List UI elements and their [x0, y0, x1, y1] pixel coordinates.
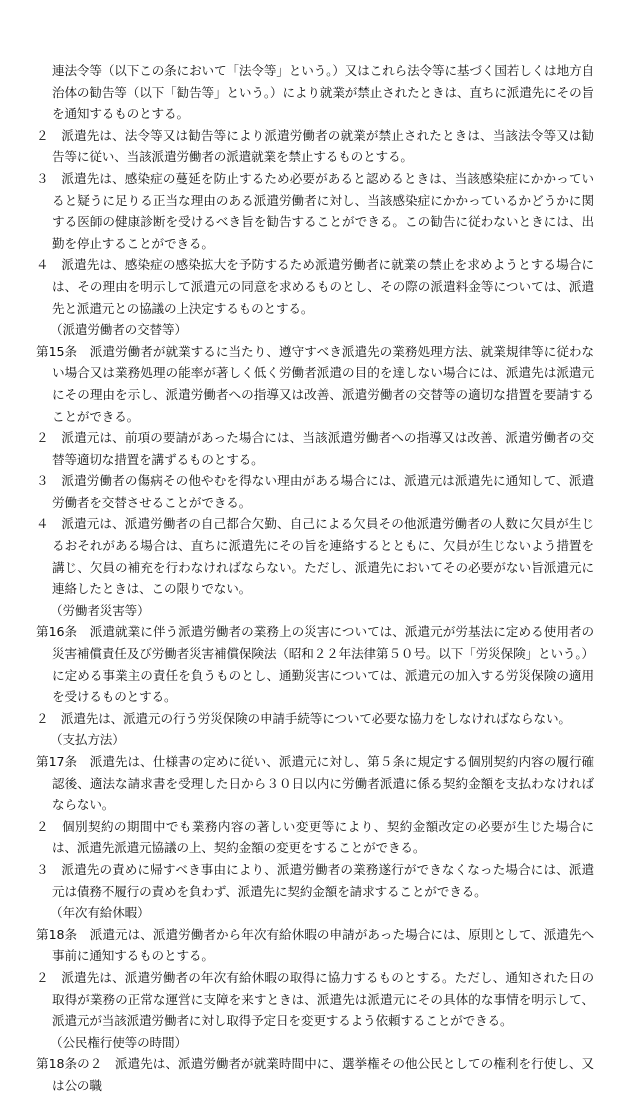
numbered-clause: ３ 派遣先は、感染症の蔓延を防止するため必要があると認めるときは、当該感染症にかかっていると疑うに足りる正当な理由のある派遣労働者に対し、当該感染症にかかっているかどうかに関する医師の健康診断を受けるべき旨を勧告することができる。この勧告に従わないときには、出勤を停止することができる。	[36, 170, 594, 251]
article-paragraph: 第16条 派遣就業に伴う派遣労働者の業務上の災害については、派遣元が労基法に定める使用者の災害補償責任及び労働者災害補償保険法（昭和２２年法律第５０号。以下「労災保険」という。）に定める事業主の責任を負うものとし、通勤災害については、派遣元の加入する労災保険の適用を受けるものとする。	[36, 624, 594, 705]
article-caption: （公民権行使等の時間）	[50, 1034, 187, 1050]
numbered-clause: ２ 個別契約の期間中でも業務内容の著しい変更等により、契約金額改定の必要が生じた場合には、派遣先派遣元協議の上、契約金額の変更をすることができる。	[36, 818, 594, 856]
article-caption: （労働者災害等）	[50, 602, 150, 618]
numbered-clause: ２ 派遣先は、派遣労働者の年次有給休暇の取得に協力するものとする。ただし、通知された日の取得が業務の正常な運営に支障を来すときは、派遣先は派遣元にその具体的な事情を明示して、派遣元が当該派遣労働者に対し取得予定日を変更するよう依頼することができる。	[36, 969, 594, 1029]
numbered-clause: ３ 派遣労働者の傷病その他やむを得ない理由がある場合には、派遣元は派遣先に通知して、派遣労働者を交替させることができる。	[36, 473, 594, 510]
numbered-clause: ４ 派遣元は、派遣労働者の自己都合欠勤、自己による欠員その他派遣労働者の人数に欠員が生じるおそれがある場合は、直ちに派遣先にその旨を連絡するとともに、欠員が生じないよう措置を講じ、欠員の補充を行わなければならない。ただし、派遣先においてその必要がない旨派遣元に連絡したときは、この限りでない。	[36, 516, 594, 597]
article-paragraph: 第18条 派遣元は、派遣労働者から年次有給休暇の申請があった場合には、原則として、派遣先へ事前に通知するものとする。	[36, 926, 594, 964]
numbered-clause: ２ 派遣先は、派遣元の行う労災保険の申請手続等について必要な協力をしなければならない。	[36, 710, 571, 726]
document-page	[36, 60, 594, 1097]
numbered-clause: ４ 派遣先は、感染症の感染拡大を予防するため派遣労働者に就業の禁止を求めようとする場合には、その理由を明示して派遣元の同意を求めるものとし、その際の派遣料金等については、派遣先と派遣元との協議の上決定するものとする。	[36, 257, 594, 316]
continued-paragraph: 連法令等（以下この条において「法令等」という。）又はこれら法令等に基づく国若しくは地方自治体の勧告等（以下「勧告等」という。）により就業が禁止されたときは、直ちに派遣先にその旨を通知するものとする。	[52, 63, 594, 122]
article-caption: （年次有給休暇）	[50, 905, 150, 921]
article-caption: （派遣労働者の交替等）	[50, 322, 187, 338]
numbered-clause: ３ 派遣先の責めに帰すべき事由により、派遣労働者の業務遂行ができなくなった場合には、派遣元は債務不履行の責めを負わず、派遣先に契約金額を請求することができる。	[36, 861, 594, 899]
numbered-clause: ２ 派遣元は、前項の要請があった場合には、当該派遣労働者への指導又は改善、派遣労働者の交替等適切な措置を講ずるものとする。	[36, 430, 594, 467]
numbered-clause: ２ 派遣先は、法令等又は勧告等により派遣労働者の就業が禁止されたときは、当該法令等又は勧告等に従い、当該派遣労働者の派遣就業を禁止するものとする。	[36, 127, 594, 165]
article-paragraph: 第17条 派遣先は、仕様書の定めに従い、派遣元に対し、第５条に規定する個別契約内容の履行確認後、適法な請求書を受理した日から３０日以内に労働者派遣に係る契約金額を支払わなければならない。	[36, 754, 594, 813]
article-paragraph: 第15条 派遣労働者が就業するに当たり、遵守すべき派遣先の業務処理方法、就業規律等に従わない場合又は業務処理の能率が著しく低く労働者派遣の目的を達しない場合には、派遣先は派遣元にその理由を示し、派遣労働者への指導又は改善、派遣労働者の交替等の適切な措置を要請することができる。	[36, 343, 594, 424]
article-caption: （支払方法）	[50, 732, 125, 748]
article-paragraph: 第18条の２ 派遣先は、派遣労働者が就業時間中に、選挙権その他公民としての権利を行使し、又は公の職	[36, 1056, 594, 1093]
